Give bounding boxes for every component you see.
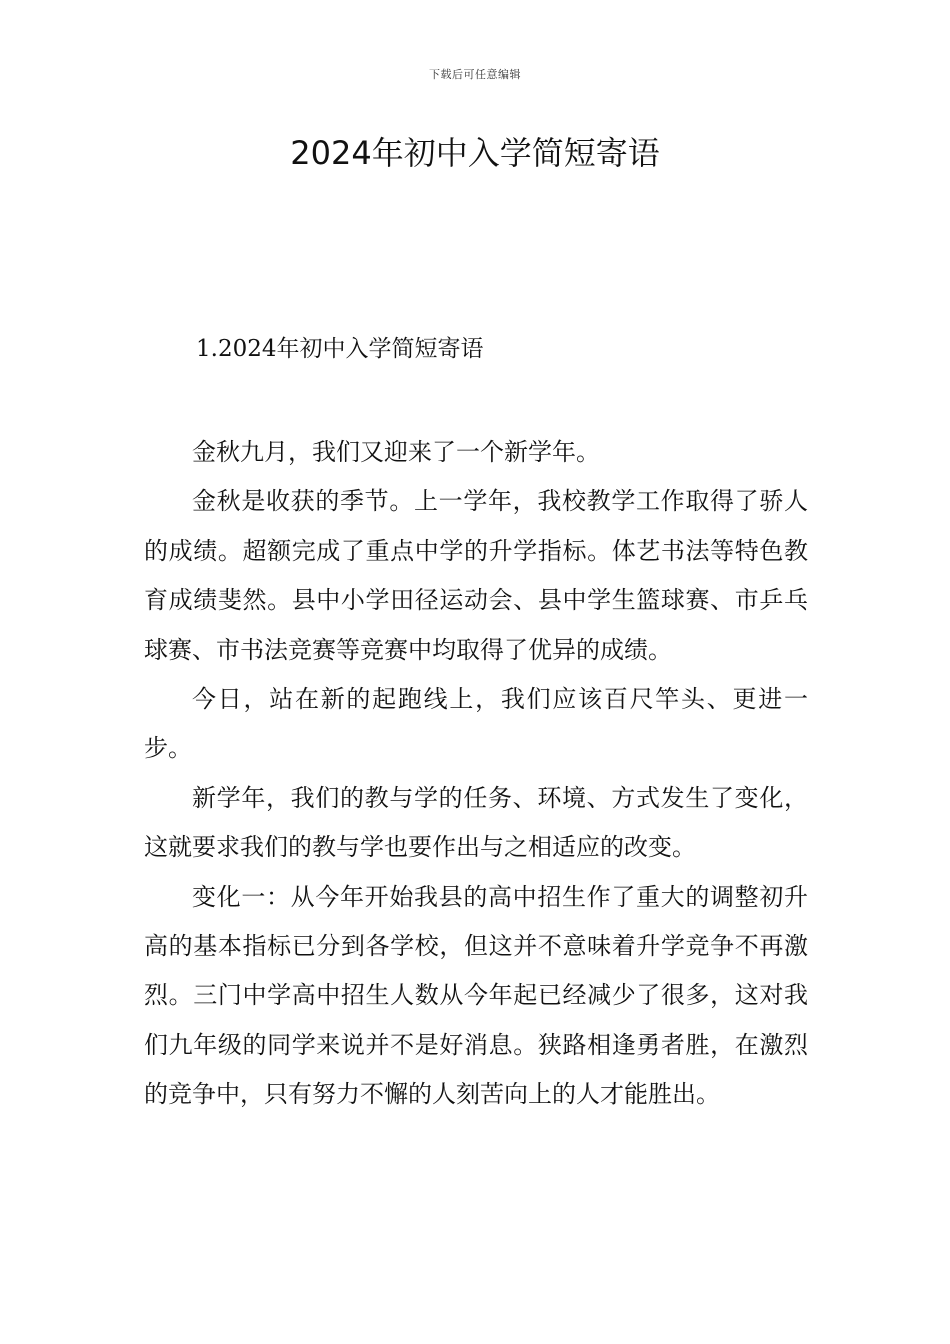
document-title: 2024年初中入学简短寄语 xyxy=(290,134,660,172)
section-heading: 1.2024年初中入学简短寄语 xyxy=(196,336,484,362)
paragraph-3: 今日，站在新的起跑线上，我们应该百尺竿头、更进一步。 xyxy=(144,685,808,763)
paragraph-1: 金秋九月，我们又迎来了一个新学年。 xyxy=(192,438,600,466)
header-note: 下载后可任意编辑 xyxy=(429,68,521,81)
document-body xyxy=(144,428,808,1120)
paragraph-4: 新学年，我们的教与学的任务、环境、方式发生了变化，这就要求我们的教与学也要作出与之相适应的改变。 xyxy=(144,783,808,862)
paragraph-2: 金秋是收获的季节。上一学年，我校教学工作取得了骄人的成绩。超额完成了重点中学的升学指标。体艺书法等特色教育成绩斐然。县中小学田径运动会、县中学生篮球赛、市乒乓球赛、市书法竞赛等竞赛中均取得了优异的成绩。 xyxy=(144,487,808,664)
paragraph-5: 变化一：从今年开始我县的高中招生作了重大的调整初升高的基本指标已分到各学校，但这并不意味着升学竞争不再激烈。三门中学高中招生人数从今年起已经减少了很多，这对我们九年级的同学来说并不是好消息。狭路相逢勇者胜，在激烈的竞争中，只有努力不懈的人刻苦向上的人才能胜出。 xyxy=(144,882,808,1109)
